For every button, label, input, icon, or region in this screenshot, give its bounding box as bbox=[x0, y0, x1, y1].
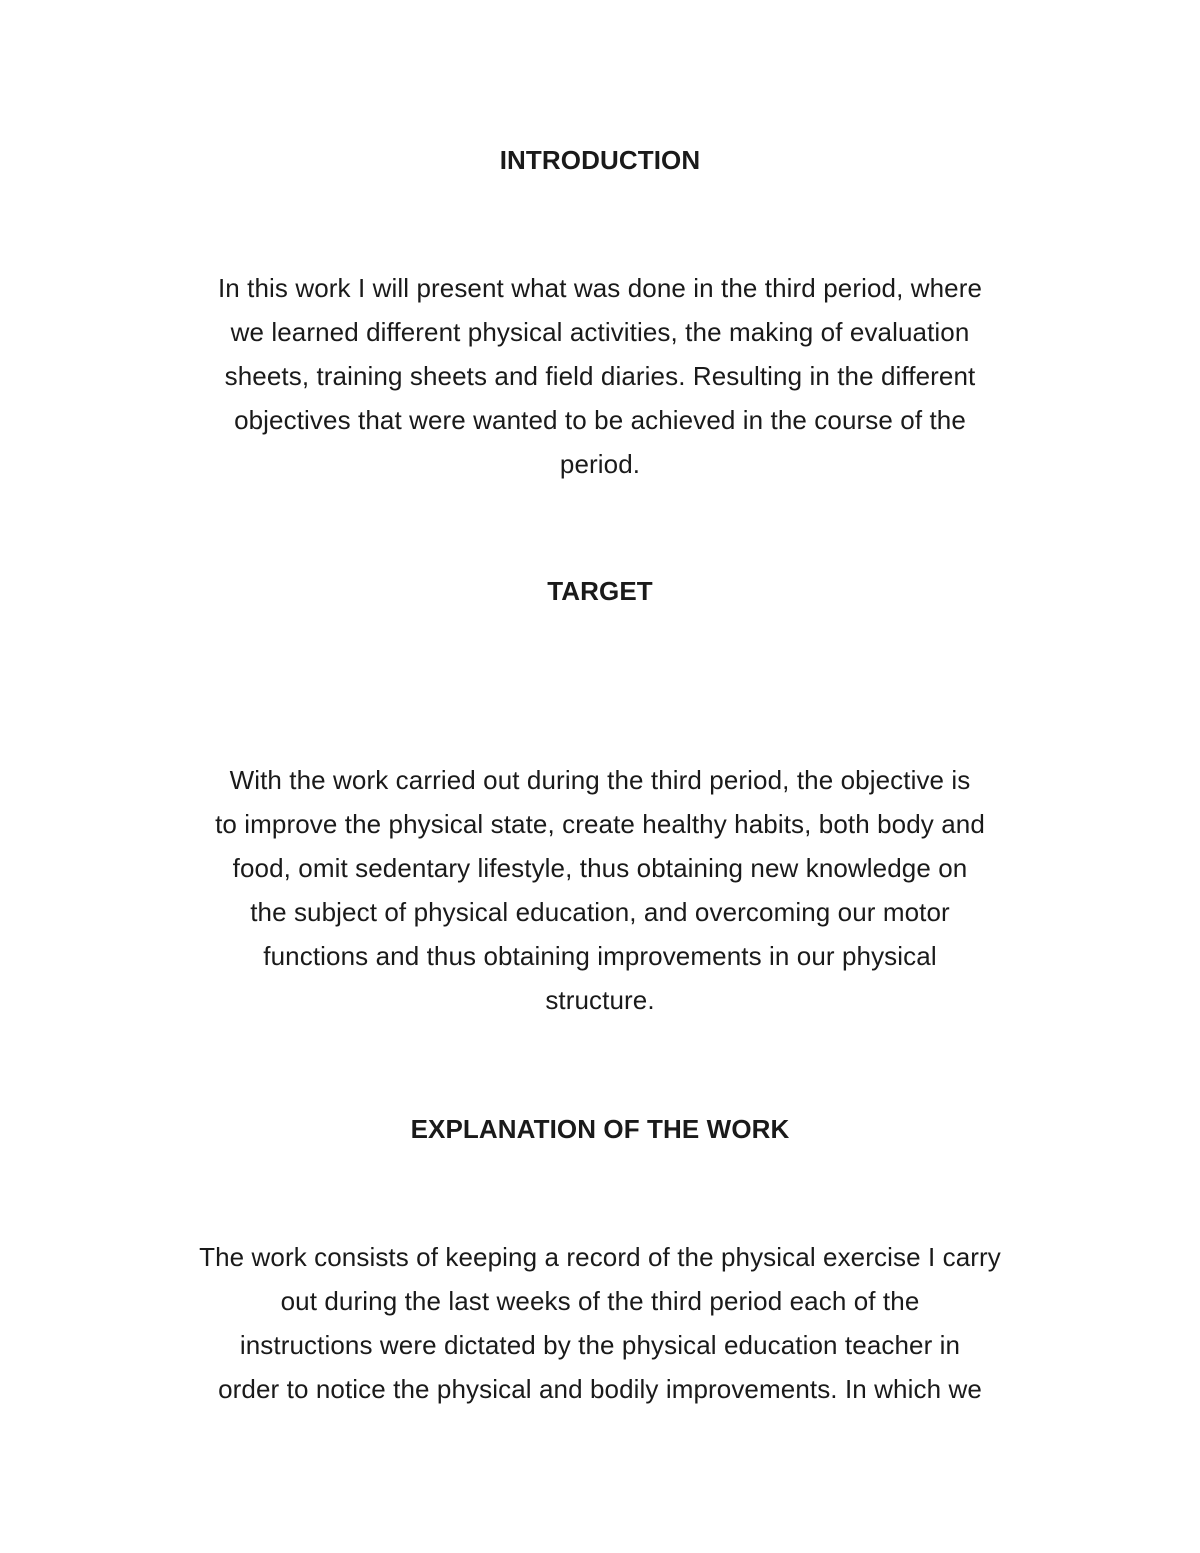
paragraph-line: sheets, training sheets and field diaries. Resulting in the different bbox=[224, 361, 976, 391]
paragraph-line: food, omit sedentary lifestyle, thus obtaining new knowledge on bbox=[232, 853, 968, 883]
paragraph-line: period. bbox=[559, 449, 641, 479]
paragraph-line: With the work carried out during the third period, the objective is bbox=[229, 765, 971, 795]
target-paragraph bbox=[150, 758, 1050, 1022]
section-heading-introduction: INTRODUCTION bbox=[499, 145, 701, 175]
section-heading-explanation: EXPLANATION OF THE WORK bbox=[410, 1114, 790, 1144]
paragraph-line: order to notice the physical and bodily improvements. In which we bbox=[218, 1374, 982, 1404]
paragraph-line: The work consists of keeping a record of the physical exercise I carry bbox=[199, 1242, 1001, 1272]
paragraph-line: we learned different physical activities, the making of evaluation bbox=[230, 317, 970, 347]
introduction-paragraph bbox=[150, 266, 1050, 486]
paragraph-line: the subject of physical education, and overcoming our motor bbox=[250, 897, 950, 927]
paragraph-line: instructions were dictated by the physical education teacher in bbox=[239, 1330, 961, 1360]
paragraph-line: functions and thus obtaining improvements in our physical bbox=[263, 941, 937, 971]
paragraph-line: objectives that were wanted to be achieved in the course of the bbox=[234, 405, 966, 435]
paragraph-line: In this work I will present what was done in the third period, where bbox=[217, 273, 983, 303]
paragraph-line: out during the last weeks of the third period each of the bbox=[280, 1286, 920, 1316]
paragraph-line: to improve the physical state, create healthy habits, both body and bbox=[215, 809, 985, 839]
paragraph-line: structure. bbox=[545, 985, 655, 1015]
explanation-paragraph bbox=[150, 1235, 1050, 1411]
section-heading-target: TARGET bbox=[547, 576, 653, 606]
